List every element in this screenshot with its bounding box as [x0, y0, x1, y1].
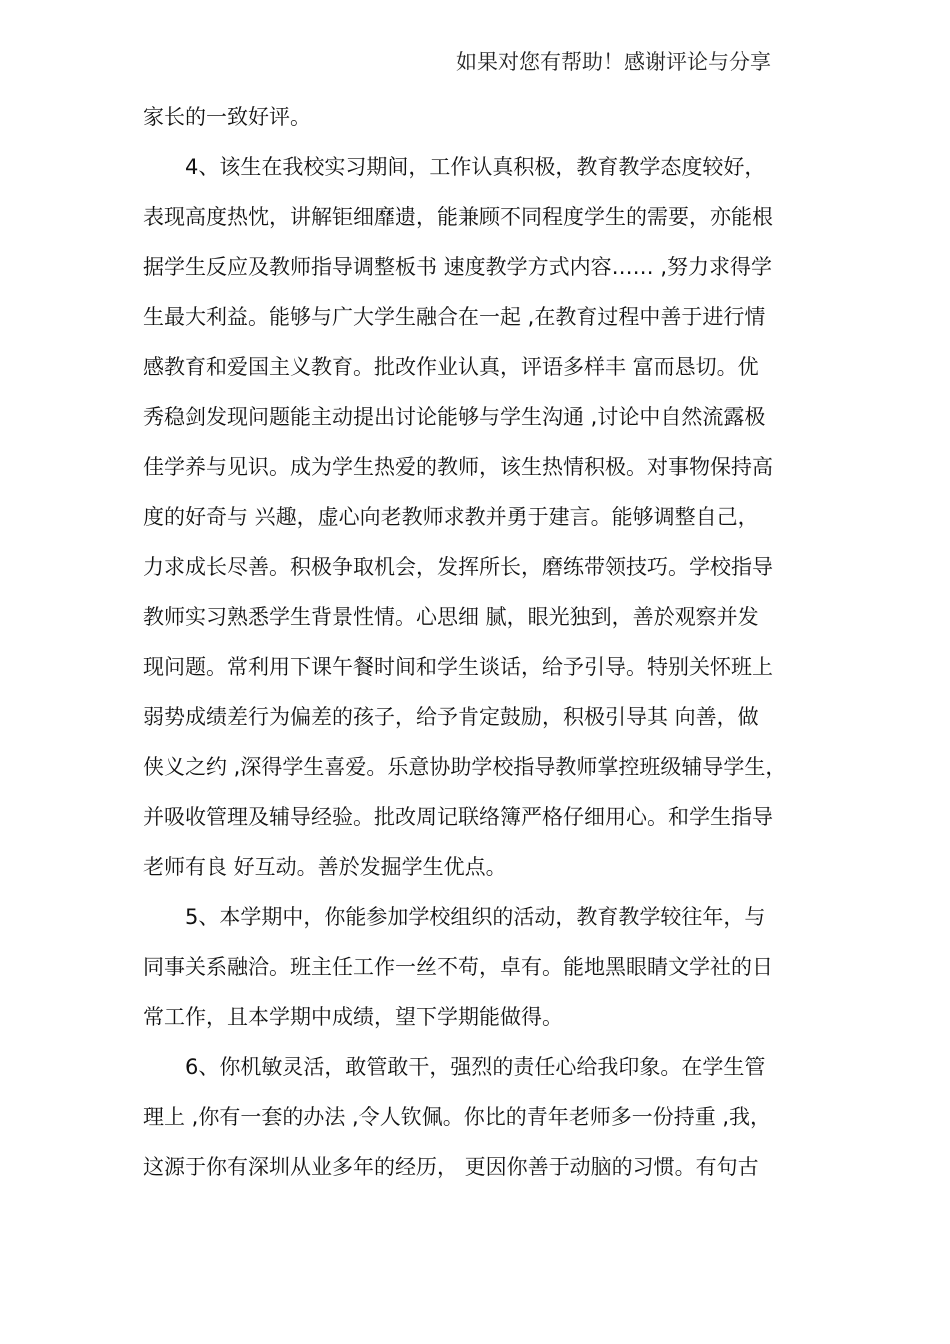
text-line: 家长的一致好评。	[143, 105, 311, 129]
text-line: 佳学养与见识。成为学生热爱的教师，该生热情积极。对事物保持高	[143, 455, 773, 479]
text-line: 同事关系融洽。班主任工作一丝不苟，卓有。能地黑眼睛文学社的日	[143, 955, 773, 979]
text-line: 并吸收管理及辅导经验。批改周记联络簿严格仔细用心。和学生指导	[143, 805, 773, 829]
paragraph-first-line: 5、本学期中，你能参加学校组织的活动，教育教学较往年，与	[185, 905, 766, 929]
text-line: 感教育和爱国主义教育。批改作业认真，评语多样丰 富而恳切。优	[143, 355, 759, 379]
text-line: 常工作，且本学期中成绩，望下学期能做得。	[143, 1005, 563, 1029]
text-line: 现问题。常利用下课午餐时间和学生谈话，给予引导。特别关怀班上	[143, 655, 773, 679]
text-line: 据学生反应及教师指导调整板书 速度教学方式内容…… ,努力求得学	[143, 255, 773, 279]
text-line: 侠义之约 ,深得学生喜爱。乐意协助学校指导教师掌控班级辅导学生，	[143, 755, 787, 779]
text-line: 这源于你有深圳从业多年的经历， 更因你善于动脑的习惯。有句古	[143, 1155, 759, 1179]
text-line: 弱势成绩差行为偏差的孩子，给予肯定鼓励，积极引导其 向善，做	[143, 705, 759, 729]
paragraph-first-line: 6、你机敏灵活，敢管敢干，强烈的责任心给我印象。在学生管	[185, 1055, 766, 1079]
text-line: 表现高度热忱，讲解钜细靡遗，能兼顾不同程度学生的需要，亦能根	[143, 205, 773, 229]
text-line: 度的好奇与 兴趣，虚心向老教师求教并勇于建言。能够调整自己，	[143, 505, 759, 529]
text-line: 教师实习熟悉学生背景性情。心思细 腻，眼光独到，善於观察并发	[143, 605, 759, 629]
text-line: 力求成长尽善。积极争取机会，发挥所长，磨练带领技巧。学校指导	[143, 555, 773, 579]
paragraph-first-line: 4、该生在我校实习期间，工作认真积极，教育教学态度较好，	[185, 155, 766, 179]
text-line: 老师有良 好互动。善於发掘学生优点。	[143, 855, 507, 879]
page-header-note: 如果对您有帮助！感谢评论与分享	[456, 50, 771, 74]
document-body	[143, 97, 823, 1197]
text-line: 理上 ,你有一套的办法 ,令人钦佩。你比的青年老师多一份持重 ,我，	[143, 1105, 772, 1129]
text-line: 生最大利益。能够与广大学生融合在一起 ,在教育过程中善于进行情	[143, 305, 766, 329]
text-line: 秀稳剑发现问题能主动提出讨论能够与学生沟通 ,讨论中自然流露极	[143, 405, 766, 429]
